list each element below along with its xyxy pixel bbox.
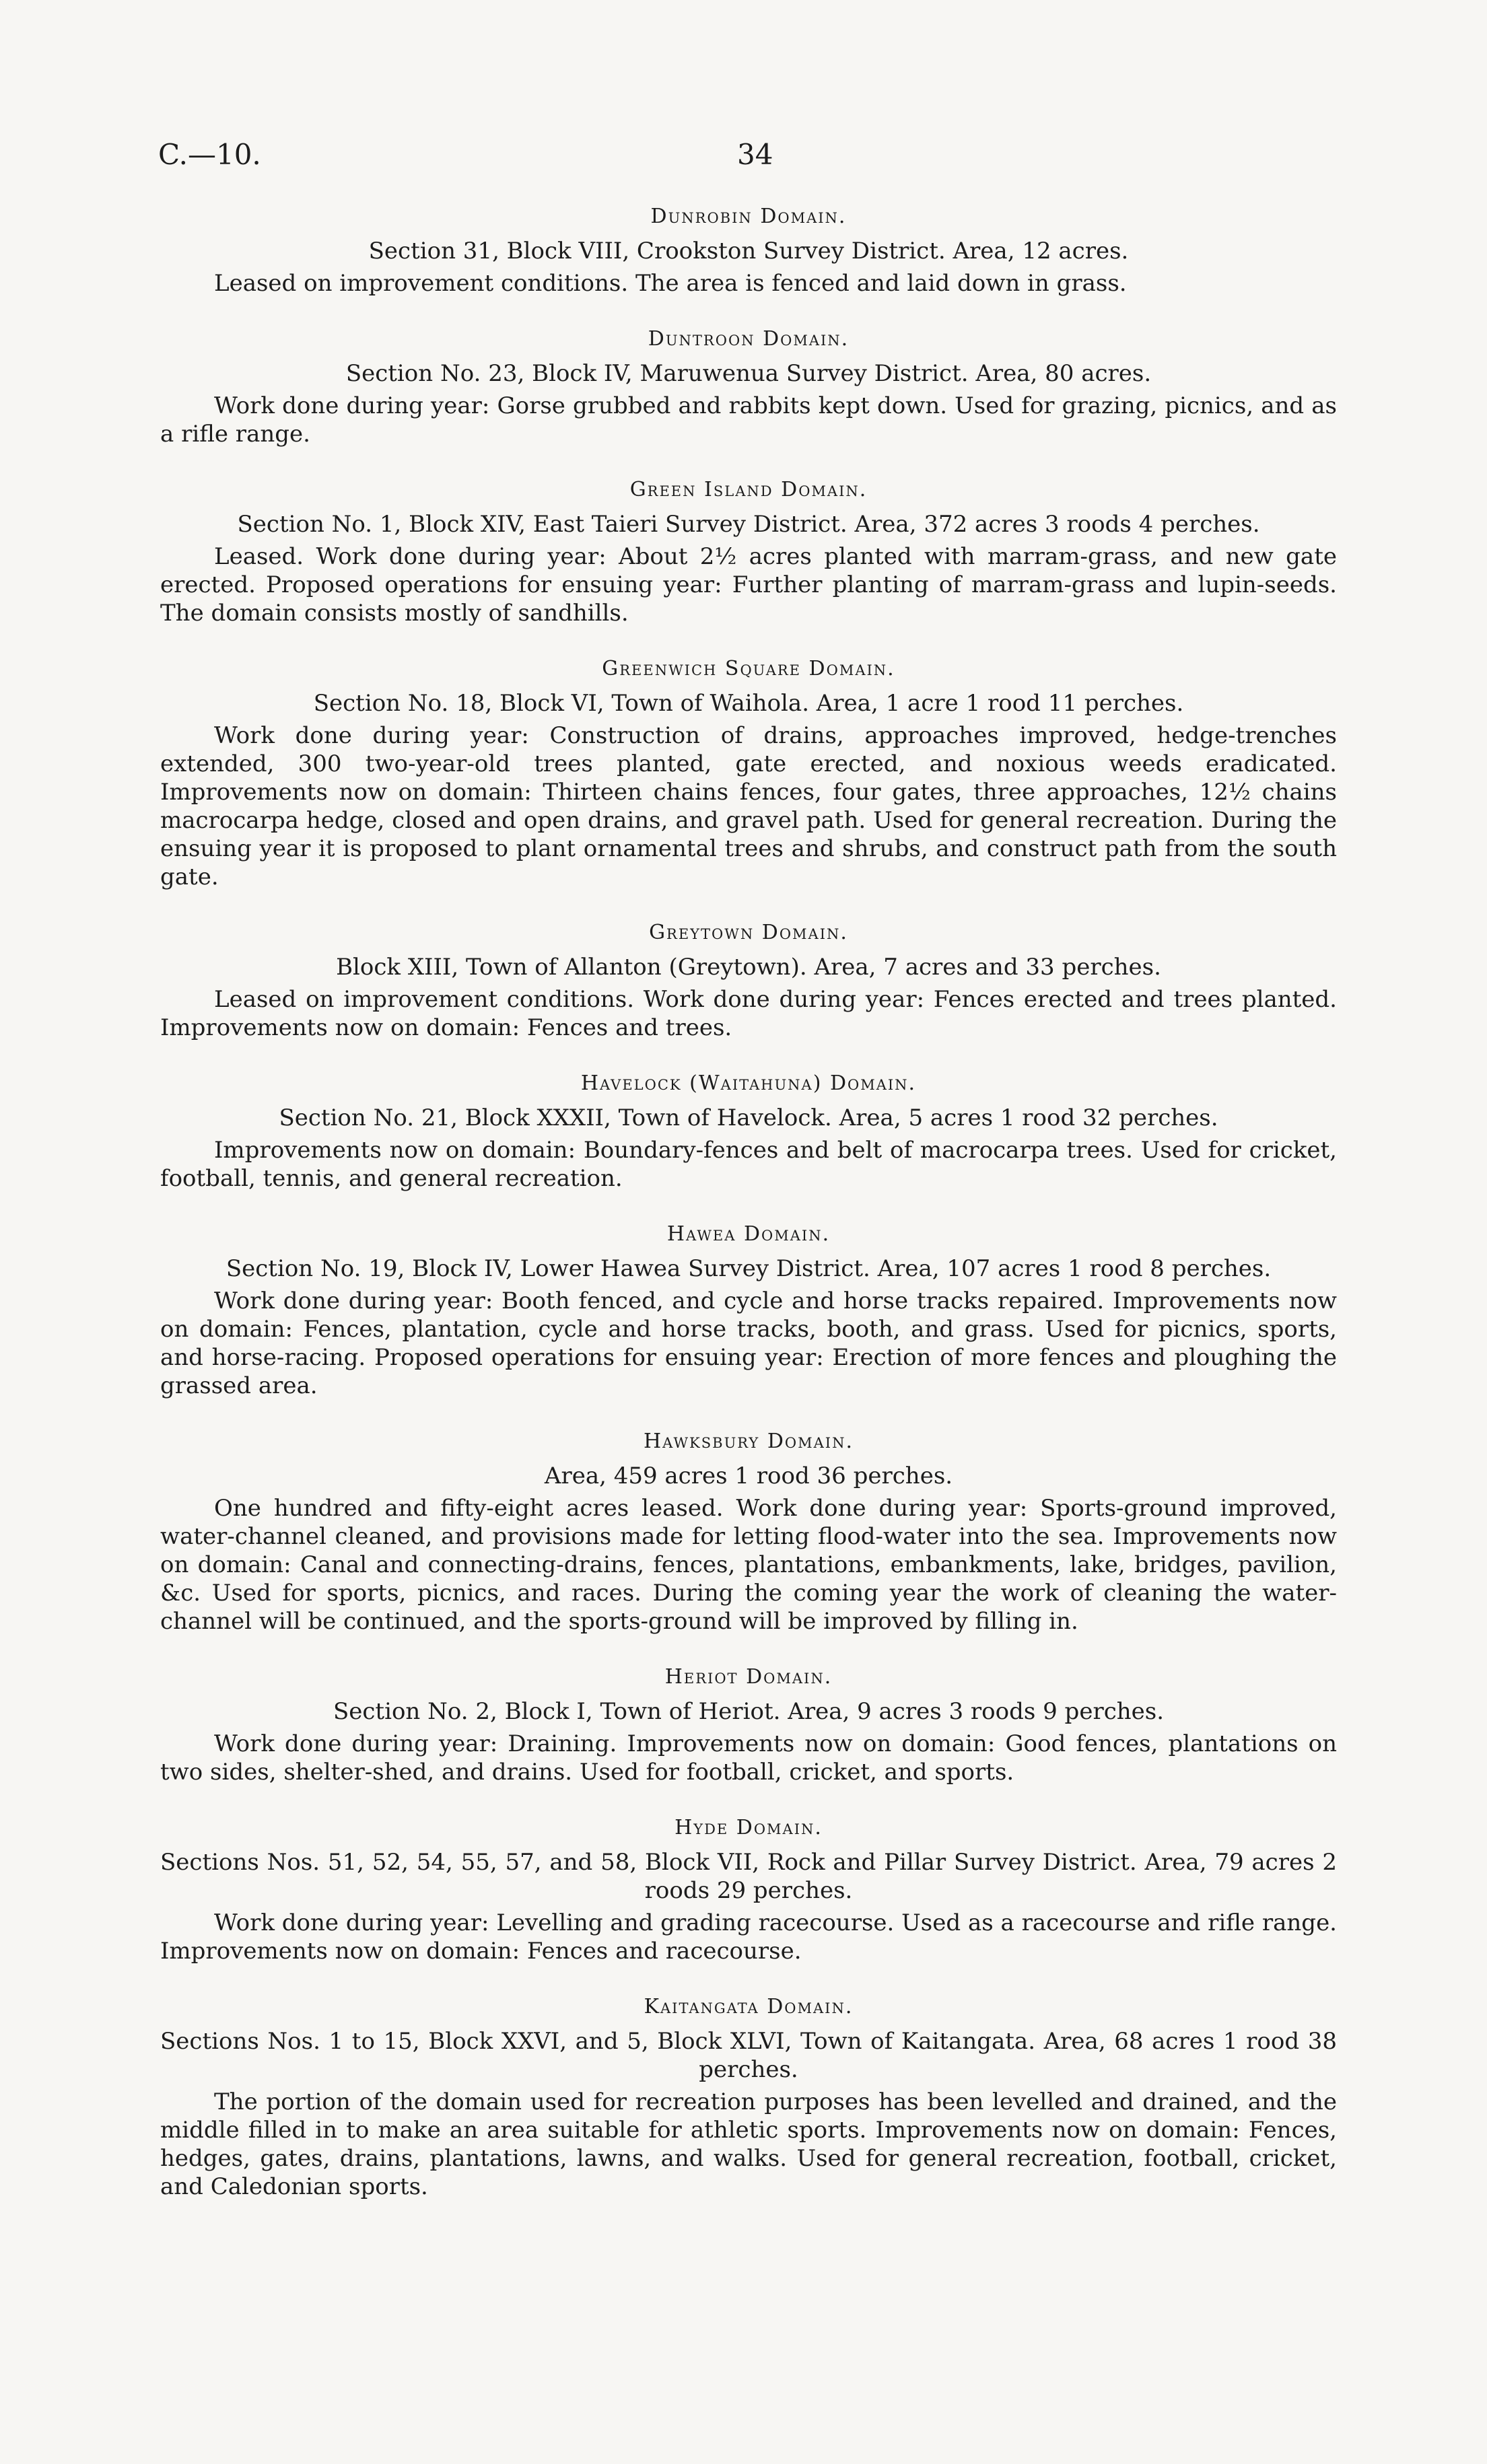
domain-section-duntroon <box>160 324 1337 448</box>
page-content <box>160 202 1337 2201</box>
domain-section-kaitangata <box>160 1992 1337 2201</box>
domain-section-greenwich-square <box>160 654 1337 891</box>
section-heading: Kaitangata Domain. <box>644 1995 854 2018</box>
section-location: Block XIII, Town of Allanton (Greytown). Area, 7 acres and 33 perches. <box>336 954 1161 981</box>
section-heading: Duntroon Domain. <box>648 327 850 351</box>
section-location: Section No. 21, Block XXXII, Town of Havelock. Area, 5 acres 1 rood 32 perches. <box>279 1104 1218 1131</box>
section-location: Sections Nos. 51, 52, 54, 55, 57, and 58, Block VII, Rock and Pillar Survey District. Area, 79 acres 2 roods 29 perches. <box>160 1849 1337 1904</box>
section-heading: Dunrobin Domain. <box>650 205 847 228</box>
section-location: Section No. 1, Block XIV, East Taieri Survey District. Area, 372 acres 3 roods 4 perches. <box>237 511 1260 538</box>
section-location: Section 31, Block VIII, Crookston Survey District. Area, 12 acres. <box>368 238 1129 265</box>
section-heading: Green Island Domain. <box>629 478 868 501</box>
section-heading: Hawksbury Domain. <box>644 1430 854 1453</box>
domain-section-dunrobin <box>160 202 1337 297</box>
section-body: Work done during year: Construction of drains, approaches improved, hedge-trenches extended, 300 two-year-old trees planted, gate erected, and noxious weeds eradicated. Improvements now on domain: Thirteen chains fences, four gates, three approaches, 12½ chains macrocarpa hedge, closed and open drains, and gravel path. Used for general recreation. During the ensuing year it is proposed to plant ornamental trees and shrubs, and construct path from the south gate. <box>160 722 1337 890</box>
domain-section-heriot <box>160 1662 1337 1786</box>
section-location: Area, 459 acres 1 rood 36 perches. <box>544 1463 953 1489</box>
section-heading: Greytown Domain. <box>649 921 848 944</box>
domain-section-green-island <box>160 475 1337 627</box>
section-location: Section No. 18, Block VI, Town of Waihola. Area, 1 acre 1 rood 11 perches. <box>313 690 1184 717</box>
section-body: Work done during year: Draining. Improvements now on domain: Good fences, plantations on two sides, shelter-shed, and drains. Used for football, cricket, and sports. <box>160 1730 1337 1786</box>
domain-section-havelock <box>160 1069 1337 1193</box>
section-body: Work done during year: Booth fenced, and cycle and horse tracks repaired. Improvements now on domain: Fences, plantation, cycle and horse tracks, booth, and grass. Used for picnics, sports, and horse-racing. Proposed operations for ensuing year: Erection of more fences and ploughing the grassed area. <box>160 1288 1337 1399</box>
section-body: Leased on improvement conditions. Work done during year: Fences erected and trees planted. Improvements now on domain: Fences and trees. <box>160 986 1337 1041</box>
section-body: Improvements now on domain: Boundary-fences and belt of macrocarpa trees. Used for cricket, football, tennis, and general recreation. <box>160 1137 1337 1192</box>
section-heading: Hyde Domain. <box>675 1816 823 1839</box>
domain-section-greytown <box>160 918 1337 1042</box>
section-heading: Heriot Domain. <box>664 1665 833 1689</box>
section-location: Sections Nos. 1 to 15, Block XXVI, and 5, Block XLVI, Town of Kaitangata. Area, 68 acres 1 rood 38 perches. <box>160 2028 1337 2083</box>
section-body: Leased. Work done during year: About 2½ acres planted with marram-grass, and new gate erected. Proposed operations for ensuing year: Further planting of marram-grass and lupin-seeds. The domain consists mostly of sandhills. <box>160 543 1337 627</box>
section-body: The portion of the domain used for recreation purposes has been levelled and drained, and the middle filled in to make an area suitable for athletic sports. Improvements now on domain: Fences, hedges, gates, drains, plantations, lawns, and walks. Used for general recreation, football, cricket, and Caledonian sports. <box>160 2088 1337 2200</box>
section-heading: Havelock (Waitahuna) Domain. <box>580 1071 917 1095</box>
section-location: Section No. 2, Block I, Town of Heriot. Area, 9 acres 3 roods 9 perches. <box>333 1698 1165 1725</box>
section-location: Section No. 19, Block IV, Lower Hawea Survey District. Area, 107 acres 1 rood 8 perches. <box>226 1255 1272 1282</box>
page-identifier: C.—10. <box>158 138 261 171</box>
domain-section-hawksbury <box>160 1427 1337 1635</box>
section-body: Work done during year: Gorse grubbed and rabbits kept down. Used for grazing, picnics, and as a rifle range. <box>160 392 1337 448</box>
section-body: Work done during year: Levelling and grading racecourse. Used as a racecourse and rifle range. Improvements now on domain: Fences and racecourse. <box>160 1909 1337 1965</box>
section-heading: Hawea Domain. <box>666 1222 831 1246</box>
domain-section-hawea <box>160 1220 1337 1400</box>
section-body: Leased on improvement conditions. The area is fenced and laid down in grass. <box>214 270 1127 297</box>
domain-section-hyde <box>160 1813 1337 1965</box>
section-location: Section No. 23, Block IV, Maruwenua Survey District. Area, 80 acres. <box>345 360 1152 387</box>
section-body: One hundred and fifty-eight acres leased. Work done during year: Sports-ground improved, water-channel cleaned, and provisions made for letting flood-water into the sea. Improvements now on domain: Canal and connecting-drains, fences, plantations, embankments, lake, bridges, pavilion, &c. Used for sports, picnics, and races. During the coming year the work of cleaning the water-channel will be continued, and the sports-ground will be improved by filling in. <box>160 1495 1337 1635</box>
section-heading: Greenwich Square Domain. <box>602 657 895 680</box>
page-number: 34 <box>737 138 773 171</box>
